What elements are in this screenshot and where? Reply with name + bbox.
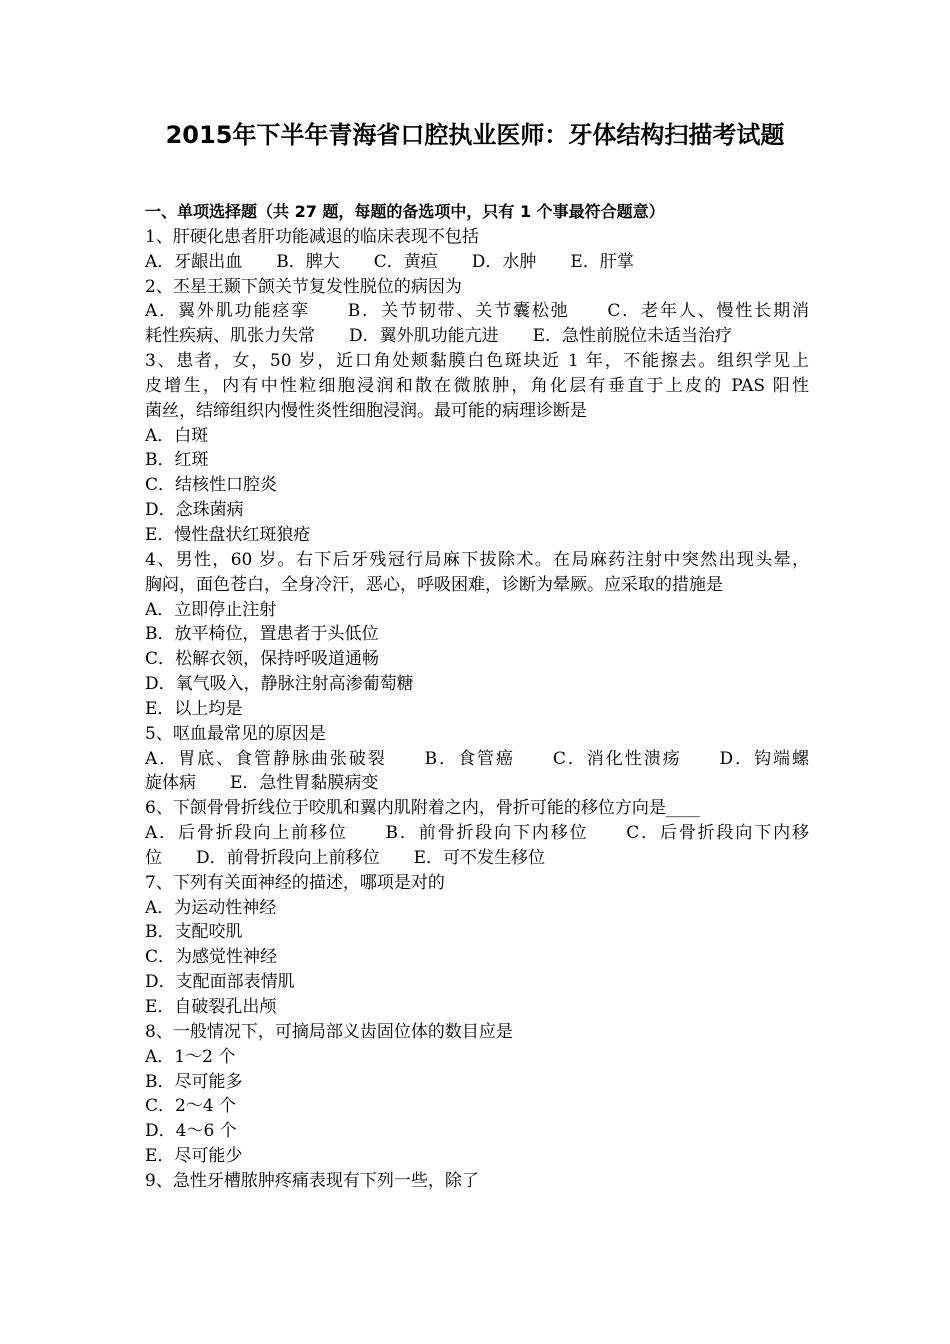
text-line: 8、一般情况下，可摘局部义齿固位体的数目应是 bbox=[145, 1021, 513, 1042]
text-line: C．松解衣领，保持呼吸道通畅 bbox=[145, 649, 380, 670]
text-line: E．尽可能少 bbox=[145, 1146, 243, 1167]
text-line: 菌丝，结缔组织内慢性炎性细胞浸润。最可能的病理诊断是 bbox=[145, 400, 587, 421]
text-line: 1、肝硬化患者肝功能减退的临床表现不包括 bbox=[145, 226, 479, 247]
text-line: E．以上均是 bbox=[145, 698, 243, 719]
text-line: E．慢性盘状红斑狼疮 bbox=[145, 524, 311, 545]
text-line: B．红斑 bbox=[145, 450, 209, 471]
text-line: A．翼外肌功能痉挛 B．关节韧带、关节囊松弛 C．老年人、慢性长期消 bbox=[145, 301, 809, 322]
text-line: 皮增生，内有中性粒细胞浸润和散在微脓肿，角化层有垂直于上皮的 PAS 阳性 bbox=[145, 375, 809, 396]
text-line: D．4～6 个 bbox=[145, 1121, 237, 1142]
text-line: B．放平椅位，置患者于头低位 bbox=[145, 624, 379, 645]
text-line: D．氧气吸入，静脉注射高渗葡萄糖 bbox=[145, 674, 414, 695]
text-line: 3、患者，女，50 岁，近口角处颊黏膜白色斑块近 1 年，不能擦去。组织学见上 bbox=[145, 351, 809, 372]
text-line: 4、男性，60 岁。右下后牙残冠行局麻下拔除术。在局麻药注射中突然出现头晕， bbox=[145, 549, 809, 570]
document-body bbox=[145, 200, 809, 1194]
text-line: B．尽可能多 bbox=[145, 1071, 243, 1092]
text-line: 9、急性牙槽脓肿疼痛表现有下列一些，除了 bbox=[145, 1170, 479, 1191]
text-line: A．立即停止注射 bbox=[145, 599, 277, 620]
text-line: A．1～2 个 bbox=[145, 1046, 236, 1067]
text-line: C．2～4 个 bbox=[145, 1096, 237, 1117]
text-line: D．支配面部表情肌 bbox=[145, 972, 295, 993]
text-line: D．念珠菌病 bbox=[145, 500, 244, 521]
text-line: A．牙龈出血 B．脾大 C．黄疸 D．水肿 E．肝掌 bbox=[145, 251, 634, 272]
text-line: 耗性疾病、肌张力失常 D．翼外肌功能亢进 E．急性前脱位未适当治疗 bbox=[145, 326, 733, 347]
text-line: E．自破裂孔出颅 bbox=[145, 997, 277, 1017]
page-title: 2015年下半年青海省口腔执业医师：牙体结构扫描考试题 bbox=[165, 121, 785, 149]
text-line: 6、下颌骨骨折线位于咬肌和翼内肌附着之内，骨折可能的移位方向是____ bbox=[145, 798, 700, 819]
text-line: A．为运动性神经 bbox=[145, 897, 277, 918]
text-line: A．白斑 bbox=[145, 425, 209, 446]
text-line: A．胃底、食管静脉曲张破裂 B．食管癌 C．消化性溃疡 D．钩端螺 bbox=[145, 748, 809, 769]
text-line: 胸闷，面色苍白，全身冷汗，恶心，呼吸困难，诊断为晕厥。应采取的措施是 bbox=[145, 574, 723, 595]
section-heading: 一、单项选择题（共 27 题，每题的备选项中，只有 1 个事最符合题意） bbox=[145, 202, 665, 221]
text-line: 旋体病 E．急性胃黏膜病变 bbox=[145, 773, 379, 794]
text-line: C．为感觉性神经 bbox=[145, 947, 278, 968]
text-line: 7、下列有关面神经的描述，哪项是对的 bbox=[145, 872, 445, 893]
text-line: C．结核性口腔炎 bbox=[145, 475, 278, 496]
text-line: B．支配咬肌 bbox=[145, 922, 243, 943]
text-line: 位 D．前骨折段向上前移位 E．可不发生移位 bbox=[145, 847, 546, 868]
text-line: 5、呕血最常见的原因是 bbox=[145, 723, 326, 744]
text-line: 2、丕星王颞下颌关节复发性脱位的病因为 bbox=[145, 276, 462, 297]
text-line: A．后骨折段向上前移位 B．前骨折段向下内移位 C．后骨折段向下内移 bbox=[145, 823, 809, 844]
